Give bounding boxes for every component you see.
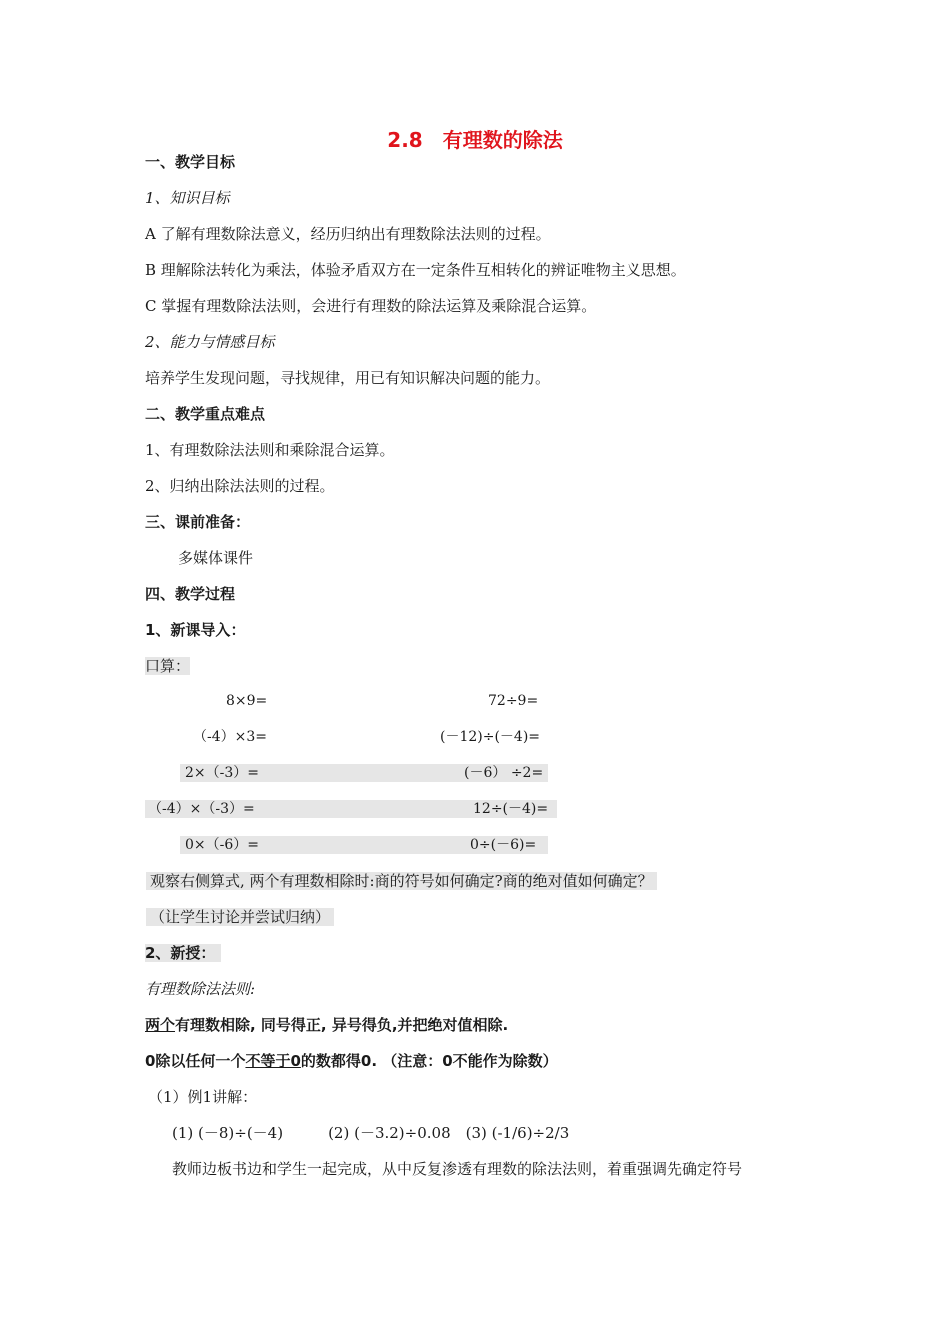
calc-right-5: 0÷(－6)= (470, 837, 537, 853)
division-rule-2 (145, 1051, 558, 1071)
examples: (1) (－8)÷(－4) (2) (－3.2)÷0.08 (3) (-1/6)÷2/3 (172, 1124, 570, 1142)
calc-left-4: （-4）×（-3）= (148, 801, 255, 817)
section-heading-preparation: 三、课前准备： (145, 513, 251, 531)
goal-b: B 理解除法转化为乘法，体验矛盾双方在一定条件互相转化的辨证唯物主义思想。 (145, 261, 686, 279)
rule-title: 有理数除法法则: (145, 980, 256, 998)
rule2-start: 0除以任何一个 (145, 1052, 246, 1070)
calc-right-3: (－6） ÷2= (464, 765, 544, 781)
observe-question (146, 871, 657, 891)
rule1-rest: 有理数相除, 同号得正, 异号得负,并把绝对值相除. (175, 1016, 509, 1034)
rule2-underlined: 不等于0 (245, 1052, 301, 1070)
rule1-underlined: 两个 (145, 1016, 176, 1034)
observe-text: 观察右侧算式, 两个有理数相除时:商的符号如何确定?商的绝对值如何确定？ (146, 872, 657, 890)
subheading-knowledge: 1、知识目标 (145, 189, 230, 207)
calc-left-5: 0×（-6）= (185, 837, 260, 853)
calc-left-2: （-4）×3= (193, 729, 268, 745)
goal-a: A 了解有理数除法意义，经历归纳出有理数除法法则的过程。 (145, 225, 551, 243)
oral-text: 口算： (145, 657, 191, 675)
subheading-intro: 1、新课导入： (145, 621, 246, 639)
ability-text: 培养学生发现问题，寻找规律，用已有知识解决问题的能力。 (145, 369, 551, 387)
calc-left-1: 8×9= (226, 693, 268, 709)
calc-right-4: 12÷(－4)= (473, 801, 549, 817)
key-point-2: 2、归纳出除法法则的过程。 (145, 477, 335, 495)
discuss-text: （让学生讨论并尝试归纳） (146, 908, 334, 926)
goal-c: C 掌握有理数除法法则，会进行有理数的除法运算及乘除混合运算。 (145, 297, 597, 315)
calc-left-3: 2×（-3）= (185, 765, 260, 781)
division-rule-1 (145, 1015, 508, 1035)
rule2-end: 的数都得0. （注意：0不能作为除数） (300, 1052, 558, 1070)
example-label: （1）例1讲解： (148, 1088, 258, 1106)
section-heading-process: 四、教学过程 (145, 585, 236, 603)
section-heading-goals: 一、教学目标 (145, 153, 236, 171)
new-lesson-text: 2、新授： (145, 944, 221, 962)
teacher-note: 教师边板书边和学生一起完成，从中反复渗透有理数的除法法则，着重强调先确定符号 (172, 1160, 743, 1178)
subheading-new-lesson (145, 943, 221, 963)
subheading-ability: 2、能力与情感目标 (145, 333, 275, 351)
preparation-item: 多媒体课件 (178, 549, 254, 567)
calc-right-2: (－12)÷(－4)= (440, 729, 541, 745)
key-point-1: 1、有理数除法法则和乘除混合运算。 (145, 441, 395, 459)
calc-right-1: 72÷9= (488, 693, 539, 709)
document-title: 2.8 有理数的除法 (387, 128, 563, 152)
section-heading-key-points: 二、教学重点难点 (145, 405, 266, 423)
discuss-note (146, 907, 334, 927)
oral-label (145, 656, 190, 676)
